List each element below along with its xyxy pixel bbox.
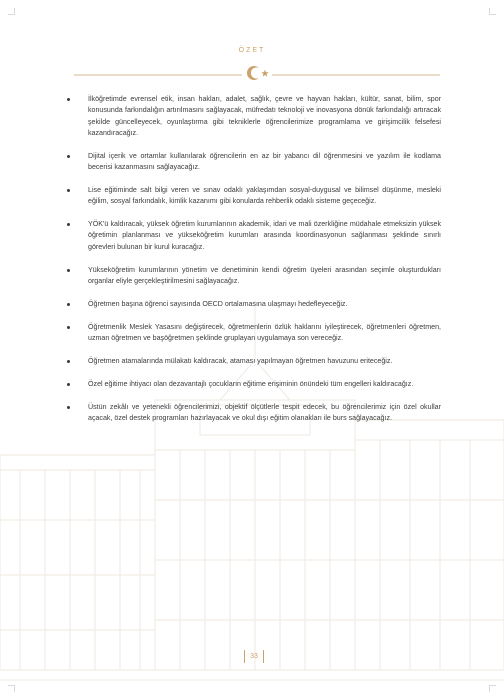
bullet-dot-icon: [67, 406, 70, 409]
bullet-text: Öğretmenlik Meslek Yasasını değiştirecek, öğretmenlerin özlük haklarını iyileştirecek, öğretmenleri öğretmen, uzman öğretmen ve başöğretmen şeklinde gruplayan uygulamaya son vereceğiz.: [88, 322, 441, 343]
bullet-text: Lise eğitiminde salt bilgi veren ve sınav odaklı yaklaşımdan sosyal-duygusal ve bilimsel düşünme, mesleki eğilim, sosyal farkındalık, kimlik kazanımı gibi konularda rehberlik odaklı sisteme geçeceğiz.: [88, 185, 441, 206]
list-item: [64, 299, 441, 310]
list-item: [64, 356, 441, 367]
bullet-text: Öğretmen atamalarında mülakatı kaldıracak, ataması yapılmayan öğretmen havuzunu eriteceğiz.: [88, 356, 393, 365]
list-item: [64, 265, 441, 288]
bullet-text: Yükseköğretim kurumlarının yönetim ve denetiminin kendi öğretim üyeleri arasından seçimle oluşturdukları organlar eliyle gerçekleştirilmesini sağlayacağız.: [88, 265, 441, 285]
bullet-text: Özel eğitime ihtiyacı olan dezavantajlı çocukların eğitime erişiminin önündeki tüm engelleri kaldıracağız.: [88, 379, 414, 388]
bullet-dot-icon: [67, 189, 70, 192]
bullet-dot-icon: [67, 383, 70, 386]
summary-content: [64, 94, 441, 436]
bullet-text: YÖK'ü kaldıracak, yüksek öğretim kurumlarının akademik, idari ve mali özerkliğine müdahale etmeksizin yüksek öğretimin planlanması ve yükseköğretim kurumları arasında koordinasyonun sağlanması şeklinde sınırlı görevleri bulunan bir kurul kuracağız.: [88, 220, 441, 251]
list-item: [64, 219, 441, 253]
list-item: [64, 402, 441, 425]
header-ornament: [0, 62, 504, 82]
crop-mark-top-left: [8, 8, 15, 15]
list-item: [64, 379, 441, 390]
bullet-dot-icon: [67, 98, 70, 101]
list-item: [64, 322, 441, 345]
list-item: [64, 94, 441, 139]
bullet-dot-icon: [67, 155, 70, 158]
page-number: [244, 650, 264, 663]
crescent-star-icon: [247, 66, 269, 80]
section-title: ÖZET: [238, 47, 266, 54]
bullet-dot-icon: [67, 303, 70, 306]
bullet-dot-icon: [67, 360, 70, 363]
bullet-dot-icon: [67, 269, 70, 272]
page-number-text: 33: [250, 653, 258, 660]
bullet-text: Öğretmen başına öğrenci sayısında OECD ortalamasına ulaşmayı hedefleyeceğiz.: [88, 299, 348, 308]
bullet-text: İlköğretimde evrensel etik, insan hakları, adalet, sağlık, çevre ve hayvan hakları, kültür, sanat, bilim, spor konusunda farkındalığın artırılmasını sağlayacak, müfredatı teknoloji ve inovasyona dönük farkındalığı artıracak şekilde güncelleyecek, oyunlaştırma gibi tekniklerle öğrencilerimize programlama ve girişimcilik felsefesi kazandıracağız.: [88, 95, 441, 137]
bullet-text: Dijital içerik ve ortamlar kullanılarak öğrencilerin en az bir yabancı dil öğrenmesini ve yazılım ile kodlama becerisi kazanmasını sağlayacağız.: [88, 151, 441, 172]
bullet-text: Üstün zekâlı ve yetenekli öğrencilerimizi, objektif ölçütlerle tespit edecek, bu öğrencilerimiz için özel okullar açacak, özel destek programları hazırlayacak ve okul dışı eğitim olanakları ile burs sağlayacağız.: [88, 402, 441, 422]
list-item: [64, 185, 441, 208]
crop-mark-bottom-left: [8, 685, 15, 692]
bullet-dot-icon: [67, 326, 70, 329]
summary-bullet-list: [64, 94, 441, 424]
crop-mark-bottom-right: [489, 685, 496, 692]
crop-mark-top-right: [489, 8, 496, 15]
bullet-dot-icon: [67, 223, 70, 226]
list-item: [64, 151, 441, 174]
